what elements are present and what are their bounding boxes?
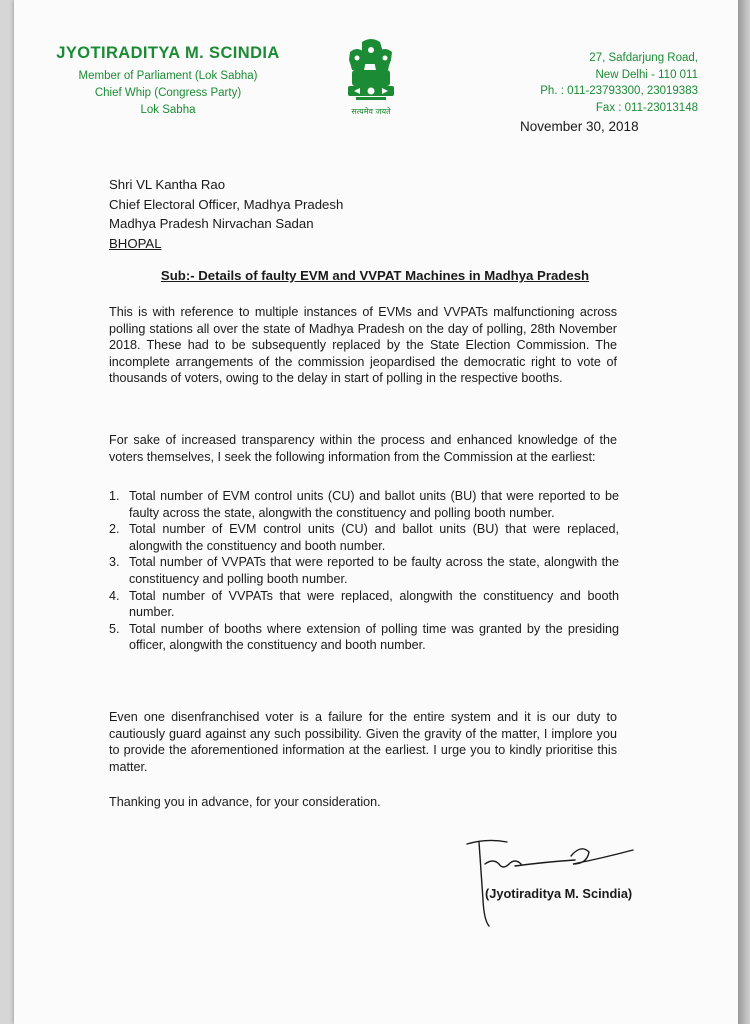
information-request-list xyxy=(109,488,619,654)
list-item-number: 5. xyxy=(109,621,120,636)
handwritten-signature xyxy=(455,828,655,938)
paragraph-1: This is with reference to multiple instances of EVMs and VVPATs malfunctioning across polling stations all over the state of Madhya Pradesh on the day of polling, 28th November 2018. These had to be subsequently replaced by the State Election Commission. The incomplete arrangements of the commission jeopardised the democratic right to vote of thousands of voters, owing to the delay in start of polling in the respective booths. xyxy=(109,305,617,386)
list-item-text: Total number of booths where extension of polling time was granted by the presiding officer, alongwith the constituency and booth number. xyxy=(129,621,619,653)
letterhead-address xyxy=(478,50,698,116)
page-edge-shadow xyxy=(738,0,750,1024)
addressee-designation: Chief Electoral Officer, Madhya Pradesh xyxy=(109,196,344,212)
phone-line: Ph. : 011-23793300, 23019383 xyxy=(540,85,698,97)
addressee-office: Madhya Pradesh Nirvachan Sadan xyxy=(109,216,314,231)
list-item xyxy=(109,521,619,554)
list-item-number: 1. xyxy=(109,489,120,503)
list-item-text: Total number of VVPATs that were replaced, alongwith the constituency and booth number. xyxy=(129,588,619,620)
paragraph-2: For sake of increased transparency within the process and enhanced knowledge of the voters themselves, I seek the following information from the Commission at the earliest: xyxy=(109,433,617,464)
fax-line: Fax : 011-23013148 xyxy=(595,101,698,114)
list-item xyxy=(109,554,619,587)
list-item xyxy=(109,588,619,621)
list-item-text: Total number of EVM control units (CU) and ballot units (BU) that were replaced, alongwith the constituency and booth number. xyxy=(129,522,619,553)
addressee-city: BHOPAL xyxy=(109,235,162,251)
sender-name: JYOTIRADITYA M. SCINDIA xyxy=(56,44,280,62)
closing-line: Thanking you in advance, for your consideration. xyxy=(109,795,381,809)
signatory-name: (Jyotiraditya M. Scindia) xyxy=(485,886,633,901)
address-line-2: New Delhi - 110 011 xyxy=(595,68,698,81)
list-item-number: 2. xyxy=(109,522,120,537)
emblem-motto: सत्यमेव जयते xyxy=(351,107,391,116)
list-item xyxy=(109,488,619,521)
paragraph-3: Even one disenfranchised voter is a failure for the entire system and it is our duty to cautiously guard against any such possibility. Given the gravity of the matter, I implore you to provide the aforementioned information at the earliest. I urge you to kindly prioritise this matter. xyxy=(109,710,617,774)
subject-line: Sub:- Details of faulty EVM and VVPAT Machines in Madhya Pradesh xyxy=(160,268,590,283)
sender-title-3: Lok Sabha xyxy=(140,104,196,116)
address-line-1: 27, Safdarjung Road, xyxy=(589,52,698,64)
letter-date: November 30, 2018 xyxy=(520,119,639,134)
letterhead-sender xyxy=(48,44,288,119)
list-item-text: Total number of EVM control units (CU) and ballot units (BU) that were reported to be faulty across the state, alongwith the constituency and polling booth number. xyxy=(129,489,619,520)
list-item-number: 3. xyxy=(109,555,120,570)
sender-title-1: Member of Parliament (Lok Sabha) xyxy=(78,70,258,82)
list-item-number: 4. xyxy=(109,588,120,603)
list-item-text: Total number of VVPATs that were reported to be faulty across the state, alongwith the constituency and polling booth number. xyxy=(129,555,619,586)
sender-title-2: Chief Whip (Congress Party) xyxy=(94,87,242,99)
addressee-name: Shri VL Kantha Rao xyxy=(109,177,226,192)
addressee-block xyxy=(109,175,343,253)
list-item xyxy=(109,621,619,654)
